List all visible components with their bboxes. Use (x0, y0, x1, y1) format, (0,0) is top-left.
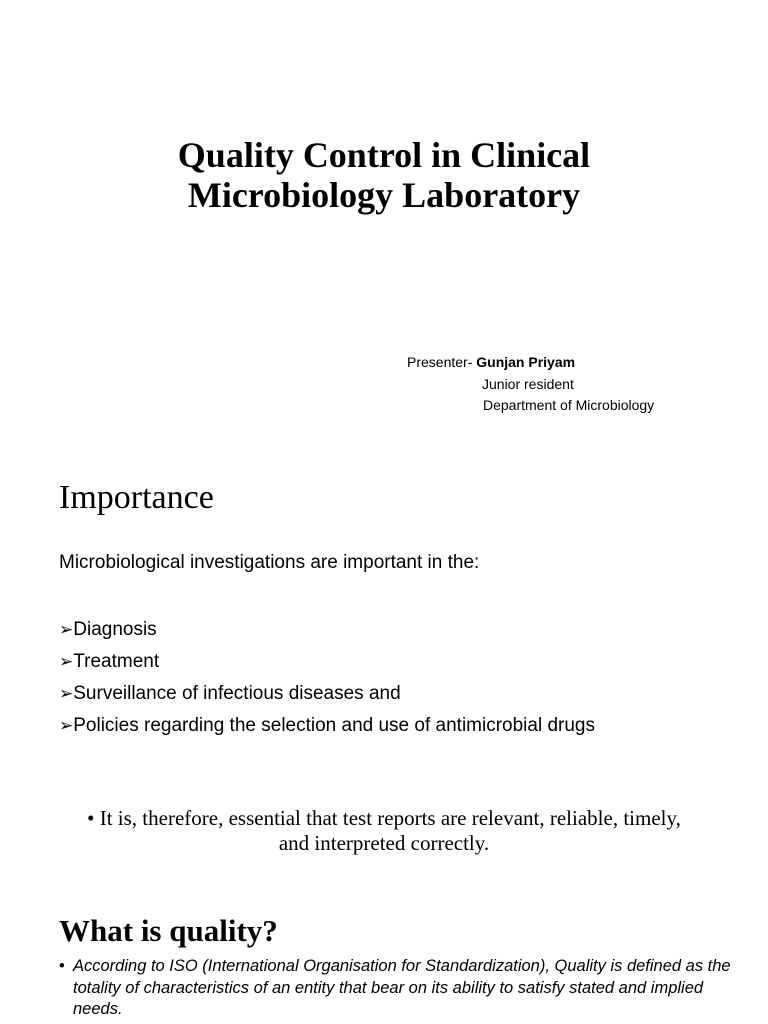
essential-line-1 (40, 806, 728, 831)
list-item-text: Diagnosis (73, 619, 157, 640)
essential-text-1: It is, therefore, essential that test reports are relevant, reliable, timely, (99, 806, 681, 830)
presenter-line (407, 352, 654, 374)
importance-list (59, 614, 595, 742)
list-item (59, 614, 595, 646)
slide-title-line-1: Quality Control in Clinical (177, 135, 591, 175)
quality-heading: What is quality? (59, 913, 278, 948)
list-item-text: Treatment (73, 651, 160, 672)
importance-intro: Microbiological investigations are important in the: (59, 552, 480, 573)
quality-definition (59, 956, 749, 1021)
arrow-bullet-icon: ➢ (59, 684, 74, 704)
list-item-text: Surveillance of infectious diseases and (73, 683, 401, 704)
list-item-text: Policies regarding the selection and use of antimicrobial drugs (73, 715, 595, 736)
presenter-label: Presenter- (407, 354, 477, 370)
quality-definition-text: According to ISO (International Organisation for Standardization), Quality is defined as the totality of characteristics of an entity that bear on its ability to satisfy stated and implied needs. (73, 957, 731, 1018)
list-item (59, 678, 595, 710)
presenter-department: Department of Microbiology (483, 397, 655, 413)
presenter-role: Junior resident (482, 375, 574, 392)
list-item (59, 710, 595, 742)
list-item (59, 646, 595, 678)
bullet-icon: • (59, 957, 65, 975)
arrow-bullet-icon: ➢ (59, 716, 74, 736)
arrow-bullet-icon: ➢ (59, 620, 74, 640)
presenter-block (407, 352, 654, 417)
importance-heading: Importance (59, 479, 214, 516)
slide-title (60, 135, 708, 215)
presenter-name: Gunjan Priyam (476, 354, 576, 370)
slide-title-line-2: Microbiology Laboratory (187, 175, 581, 215)
essential-line-2: and interpreted correctly. (278, 831, 490, 855)
bullet-icon: • (87, 806, 95, 830)
essential-statement (40, 806, 728, 856)
arrow-bullet-icon: ➢ (59, 652, 74, 672)
